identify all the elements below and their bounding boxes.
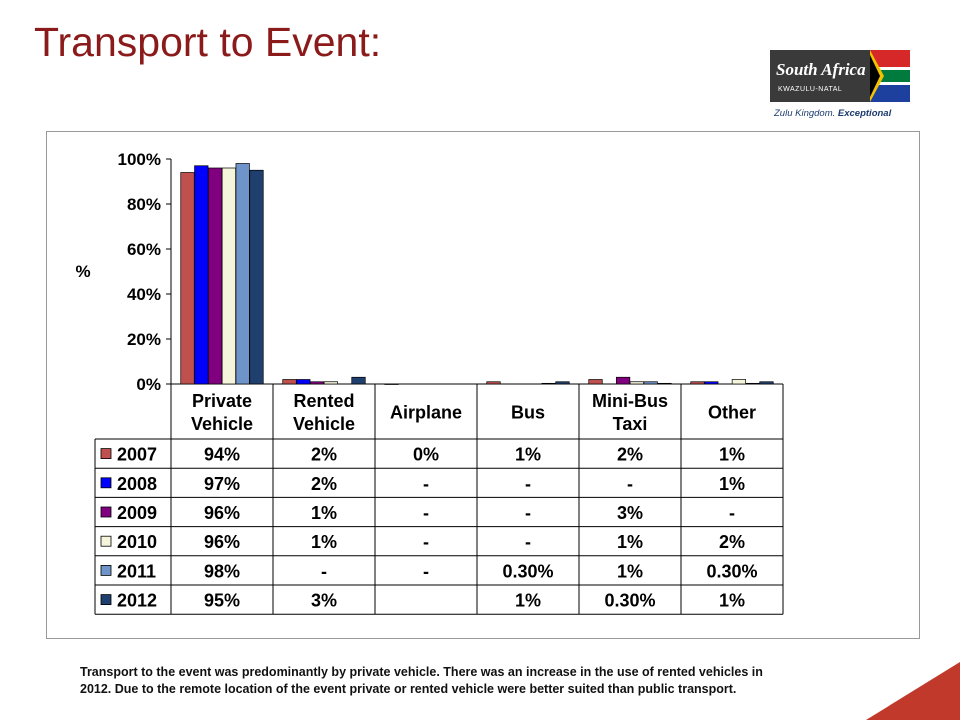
bar-2012-3	[556, 382, 570, 384]
legend-key-2008	[101, 478, 111, 488]
logo-tagline-bold: Exceptional	[837, 108, 892, 119]
summary-text: Transport to the event was predominantly by private vehicle. There was an increase in the use of rented vehicles in 2012. Due to the remote location of the event private or rented vehicle were better suited than public transport.	[80, 665, 763, 696]
bar-2012-5	[760, 382, 774, 384]
category-label: Bus	[510, 402, 546, 423]
category-label: Vehicle	[292, 414, 356, 434]
legend-label: 2009	[117, 503, 158, 523]
category-label: Mini-Bus	[592, 391, 668, 411]
bar-2011-5	[746, 383, 760, 384]
data-label: -	[729, 503, 735, 523]
bar-2009-4	[616, 377, 630, 384]
bar-2008-0	[195, 166, 209, 384]
y-tick-label: 0%	[136, 375, 161, 394]
bar-2010-5	[732, 380, 746, 385]
data-label: 1%	[514, 590, 542, 611]
data-label: 0.30%	[706, 561, 758, 582]
bar-2008-1	[297, 380, 311, 385]
data-label: -	[525, 532, 531, 553]
data-label: -	[525, 473, 531, 494]
bar-2012-0	[250, 170, 264, 384]
bar-2011-4	[644, 382, 658, 384]
data-label: 2%	[718, 532, 746, 553]
y-tick-label: 20%	[126, 330, 161, 349]
data-label: 2%	[616, 444, 644, 465]
data-label: 3%	[616, 503, 644, 523]
category-label: Other	[707, 402, 757, 423]
data-label: -	[627, 473, 633, 494]
y-tick-label: 80%	[126, 195, 161, 214]
bar-2007-0	[181, 173, 195, 385]
data-label: 1%	[718, 444, 746, 465]
data-label: -	[525, 503, 531, 523]
data-label: -	[321, 561, 327, 582]
data-label: 1%	[514, 444, 542, 465]
bar-2011-3	[542, 383, 556, 384]
logo-box	[770, 50, 870, 102]
bar-2007-2	[385, 384, 399, 385]
page-title: Transport to Event:	[34, 19, 382, 65]
y-axis-label: %	[75, 262, 91, 281]
data-label: 1%	[616, 561, 644, 582]
logo-subtitle: KWAZULU-NATAL	[778, 86, 843, 93]
logo-name: South Africa	[776, 60, 866, 79]
data-label: -	[423, 561, 429, 582]
data-label: -	[423, 532, 429, 553]
data-label: 1%	[718, 590, 746, 611]
bar-2010-1	[324, 382, 338, 384]
legend-key-2011	[101, 565, 111, 575]
y-tick-label: 60%	[126, 240, 161, 259]
data-label: 1%	[310, 532, 338, 553]
bar-2011-0	[236, 164, 250, 385]
bar-2009-1	[310, 382, 324, 384]
legend-key-2007	[101, 449, 111, 459]
bar-2007-3	[487, 382, 501, 384]
bar-chart	[47, 132, 919, 638]
data-label: 94%	[203, 444, 241, 465]
data-label: 2%	[310, 444, 338, 465]
logo-tagline	[774, 108, 891, 119]
bar-2012-1	[352, 377, 366, 384]
legend-key-2009	[101, 507, 111, 517]
legend-label: 2011	[117, 561, 157, 582]
bar-2007-1	[283, 380, 297, 385]
bar-2007-5	[691, 382, 705, 384]
data-label: -	[423, 473, 429, 494]
data-label: 0.30%	[604, 590, 656, 611]
chart-frame	[46, 131, 920, 639]
bar-2009-0	[208, 168, 222, 384]
flag-icon	[870, 50, 910, 102]
category-label: Rented	[293, 391, 355, 411]
data-label: 1%	[718, 473, 746, 494]
bar-2012-4	[658, 383, 672, 384]
bar-2010-0	[222, 168, 236, 384]
logo-tagline-regular: Zulu Kingdom.	[774, 108, 838, 119]
data-label: 1%	[310, 503, 338, 523]
data-label: 97%	[203, 473, 241, 494]
legend-key-2010	[101, 536, 111, 546]
category-label: Private	[191, 391, 253, 411]
data-label: 96%	[203, 503, 241, 523]
data-label: 96%	[203, 532, 241, 553]
category-label: Taxi	[612, 414, 648, 434]
data-label: 2%	[310, 473, 338, 494]
data-label: 1%	[616, 532, 644, 553]
data-label: 98%	[203, 561, 241, 582]
category-label: Airplane	[389, 402, 463, 423]
legend-key-2012	[101, 595, 111, 605]
legend-label: 2012	[117, 590, 158, 611]
bar-2007-4	[589, 380, 603, 385]
data-label: 0.30%	[502, 561, 554, 582]
corner-decoration	[866, 662, 960, 720]
data-label: 3%	[310, 590, 338, 611]
data-label: 95%	[203, 590, 241, 611]
data-label: -	[423, 503, 429, 523]
y-tick-label: 40%	[126, 285, 161, 304]
legend-label: 2010	[117, 532, 158, 553]
legend-label: 2007	[117, 444, 158, 465]
brand-logo	[770, 50, 910, 120]
bar-2010-4	[630, 382, 644, 384]
category-label: Vehicle	[190, 414, 254, 434]
y-tick-label: 100%	[117, 150, 161, 169]
data-label: 0%	[412, 444, 440, 465]
legend-label: 2008	[117, 473, 158, 494]
bar-2008-5	[705, 382, 719, 384]
